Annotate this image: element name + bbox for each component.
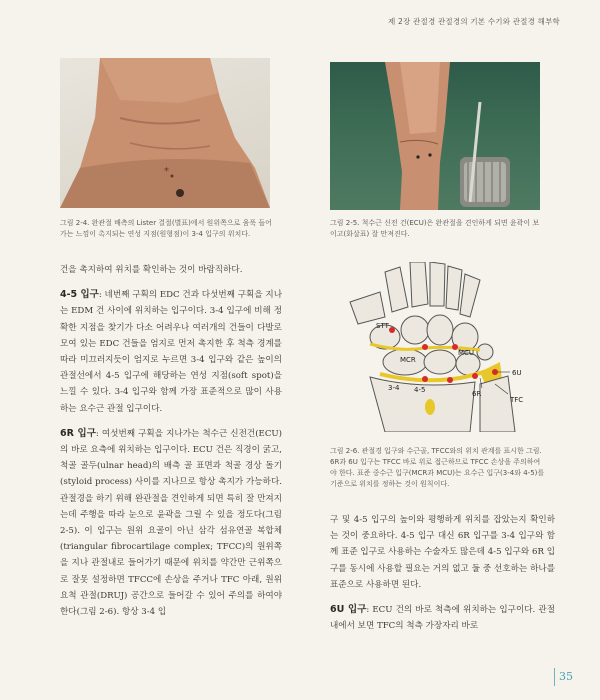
figure-2-4-photo xyxy=(60,58,270,208)
running-header: 제 2장 관절경 관절경의 기본 수기와 관절경 해부학 xyxy=(388,17,560,26)
portal-4-5-paragraph xyxy=(60,287,282,417)
label-stt: STT xyxy=(376,322,389,330)
page-number-divider xyxy=(554,668,555,686)
figure-2-6-caption: 그림 2-6. 관절경 입구와 수근골, TFCC와의 위치 관계를 표시한 그림. 6R과 6U 입구는 TFCC 바로 위로 접근하므로 TFCC 손상을 주의하여야 한다. 표준 중수근 입구(MCR과 MCU)는 요수근 입구(3-4와 4-5)를 기준으로 위치를 정하는 것이 원칙이다. xyxy=(330,447,545,488)
label-6u: 6U xyxy=(512,369,522,377)
portal-6r-heading: 6R 입구 xyxy=(60,427,96,439)
portal-6u-text: : ECU 건의 바로 척측에 위치하는 입구이다. 관절내에서 보면 TFC의 척측 가장자리 바로 xyxy=(330,605,555,632)
portal-6u-paragraph xyxy=(330,602,555,634)
label-tfc: TFC xyxy=(510,396,524,404)
portal-4-5-heading: 4-5 입구 xyxy=(60,289,99,301)
continuation-paragraph: 구 및 4-5 입구의 높이와 평행하게 위치를 잡았는지 확인하는 것이 중요하다. 4-5 입구 대신 6R 입구를 3-4 입구와 함께 표준 입구로 사용하는 수술자도 많은데 4-5 입구와 6R 입구를 동시에 사용할 필요는 거의 없고 둘 중 선호하는 하나를 표준으로 사용하면 된다. xyxy=(330,515,555,590)
page-number: 35 xyxy=(559,670,573,683)
figure-2-4-caption: 그림 2-4. 완관절 배측의 Lister 결절(별표)에서 원위쪽으로 움푹 들어가는 느낌이 촉지되는 연성 지점(원형점)이 3-4 입구의 위치다. xyxy=(60,219,272,238)
intro-paragraph: 건을 촉지하여 위치를 확인하는 것이 바람직하다. xyxy=(60,265,243,275)
label-mcu: MCU xyxy=(458,349,475,357)
label-mcr: MCR xyxy=(400,356,416,364)
svg-text:*: * xyxy=(164,166,169,177)
left-column xyxy=(60,262,282,620)
portal-6r-text: : 여섯번째 구획을 지나가는 척수근 신전건(ECU)의 바로 요측에 위치하는 입구이다. ECU 건은 직경이 굵고, 척골 골두(ulnar head)의 배측 골 표면과 척골 경상 돌기(styloid process) 사이를 지나므로 항상 촉지가 가능하다. 관절경을 하기 위해 완관절을 견인하게 되면 특히 잘 만져지는데 주행을 따라 눈으로 윤곽을 그릴 수 있을 정도다(그림 2-5). 이 입구는 원위 요골이 아닌 삼각 섬유연골 복합체(triangular fibrocartilage complex; TFCC)의 원위쪽을 지나 관절내로 들어가기 때문에 위치를 약간만 근위쪽으로 잘못 설정하면 TFCC에 손상을 주거나 TFC 아래, 원위 요척 관절(DRUJ) 공간으로 들어갈 수 있어 주의를 하여야 한다(그림 2-6). 항상 3-4 입 xyxy=(60,428,283,618)
portal-4-5-text: : 네번째 구획의 EDC 건과 다섯번째 구획을 지나는 EDM 건 사이에 위치하는 입구이다. 3-4 입구에 비해 정확한 지점을 찾기가 다소 어려우나 여러개의 건들이 다발로 모여 있는 EDC 건들을 엄지로 먼저 촉지한 후 척측 경계를 따라 미끄러지듯이 엄지로 누르면 3-4 입구와 같은 높이의 관절선에서 4-5 입구에 해당하는 연성 지점(soft spot)을 느낄 수 있다. 3-4 입구와 함께 가장 표준적으로 많이 사용하는 요수근 관절 입구이다. xyxy=(60,290,283,414)
label-4-5: 4-5 xyxy=(414,386,426,394)
right-column xyxy=(330,512,555,634)
figure-2-5-caption: 그림 2-5. 척수근 신전 건(ECU)은 완관절을 견인하게 되면 윤곽이 보이고(화살표) 잘 만져진다. xyxy=(330,219,540,238)
portal-6r-paragraph xyxy=(60,426,282,620)
figure-2-6-diagram xyxy=(330,262,540,432)
label-6r: 6R xyxy=(472,390,482,398)
label-3-4: 3-4 xyxy=(388,384,400,392)
figure-2-5-photo xyxy=(330,62,540,210)
portal-6u-heading: 6U 입구 xyxy=(330,604,367,616)
